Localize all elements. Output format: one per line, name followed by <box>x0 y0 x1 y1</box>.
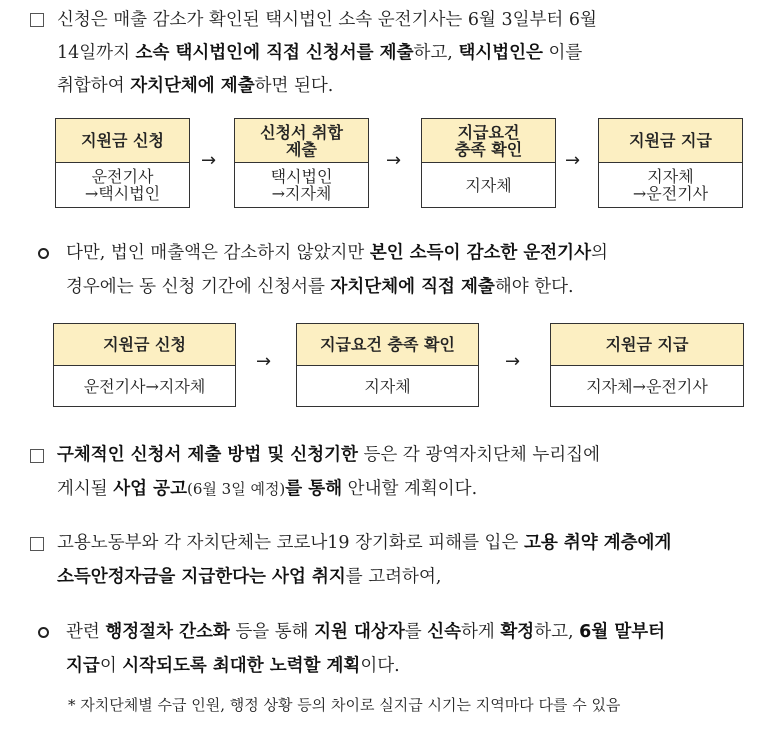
s3-line-1 <box>57 438 600 472</box>
s3-bold: 구체적인 신청서 제출 방법 및 신청기한 <box>57 445 358 465</box>
s1-text: 이를 <box>542 43 583 63</box>
s1-bold: 택시법인은 <box>458 43 543 63</box>
s5-bold: 신속 <box>427 622 462 642</box>
s2-bold: 자치단체에 직접 제출 <box>330 277 495 297</box>
s2-line-2 <box>66 270 574 304</box>
s5-text: 관련 <box>66 622 106 642</box>
s4-bold: 소득안정자금을 지급한다는 사업 취지 <box>57 567 346 587</box>
flow2-step-body <box>297 366 478 406</box>
footnote: * 자치단체별 수급 인원, 행정 상황 등의 차이로 실지급 시기는 지역마다 다를 수 있음 <box>68 696 621 714</box>
square-bullet-icon <box>30 13 44 27</box>
s5-text: 이다. <box>360 656 400 676</box>
s1-text: 14일까지 <box>57 43 136 63</box>
right-arrow-icon: → <box>565 150 581 171</box>
s1-text: 신청은 매출 감소가 확인된 택시법인 소속 운전기사는 6월 3일부터 6월 <box>57 10 597 30</box>
flow1-step-1 <box>55 118 190 208</box>
s4-line-1 <box>57 526 671 560</box>
s2-text: 다만, 법인 매출액은 감소하지 않았지만 <box>66 243 370 263</box>
flow1-step-body <box>56 163 189 207</box>
s5-bold: 행정절차 간소화 <box>105 622 230 642</box>
s5-bold: 지급 <box>66 656 100 676</box>
s5-line-2 <box>66 649 400 683</box>
flow1-step-4 <box>598 118 743 208</box>
flow2-step-2 <box>296 323 479 407</box>
flow2-step-title: 지원금 지급 <box>605 335 689 354</box>
flow2-step-1 <box>53 323 236 407</box>
flow1-step-body <box>235 163 368 207</box>
flow2-step-body <box>551 366 743 406</box>
flow1-step-text: 지자체 →운전기사 <box>632 167 709 203</box>
flow1-step-body <box>422 163 555 207</box>
s2-text: 해야 한다. <box>494 277 574 297</box>
s3-line-2 <box>57 472 477 506</box>
flow1-step-text: 운전기사 →택시법인 <box>84 167 161 203</box>
s3-text: 등은 각 광역자치단체 누리집에 <box>357 445 600 465</box>
flow1-step-title: 신청서 취합 제출 <box>260 122 343 159</box>
flow1-step-head <box>422 119 555 163</box>
flow2-step-head <box>297 324 478 366</box>
s3-text: 게시될 <box>57 479 114 499</box>
circle-bullet-icon <box>38 248 49 259</box>
s5-bold: 확정 <box>500 622 535 642</box>
s3-small-text: (6월 3일 예정) <box>187 480 286 498</box>
flow2-step-title: 지원금 신청 <box>103 335 186 354</box>
s5-text: 등을 통해 <box>229 622 315 642</box>
s2-bold: 본인 소득이 감소한 운전기사 <box>369 243 591 263</box>
flow2-step-3 <box>550 323 744 407</box>
s5-bold: 6월 말부터 <box>579 622 666 642</box>
s1-line-2 <box>57 36 582 70</box>
s3-bold: 사업 공고 <box>113 479 187 499</box>
s5-text: 이 <box>99 656 123 676</box>
s5-text: 하게 <box>461 622 501 642</box>
s2-text: 경우에는 동 신청 기간에 신청서를 <box>66 277 331 297</box>
flow2-step-body <box>54 366 235 406</box>
flow1-step-title: 지원금 지급 <box>629 131 712 150</box>
s1-text: 하고, <box>413 43 459 63</box>
flow2-step-text: 운전기사→지자체 <box>83 376 206 396</box>
right-arrow-icon: → <box>505 351 521 372</box>
s1-line-1 <box>57 3 597 37</box>
flow1-step-head <box>56 119 189 163</box>
flow1-step-3 <box>421 118 556 208</box>
s4-line-2 <box>57 560 441 594</box>
right-arrow-icon: → <box>256 351 272 372</box>
s3-bold: 를 통해 <box>285 479 343 499</box>
right-arrow-icon: → <box>201 150 217 171</box>
s5-text: 하고, <box>534 622 580 642</box>
s1-text: 하면 된다. <box>254 76 334 96</box>
s2-text: 의 <box>591 243 608 263</box>
flow1-step-2 <box>234 118 369 208</box>
s4-text: 를 고려하여, <box>345 567 442 587</box>
flow1-step-head <box>599 119 742 163</box>
square-bullet-icon <box>30 449 44 463</box>
s1-bold: 자치단체에 제출 <box>130 76 255 96</box>
flow1-step-text: 택시법인 →지자체 <box>270 167 333 203</box>
s1-bold: 소속 택시법인에 직접 신청서를 제출 <box>135 43 414 63</box>
flow2-step-head <box>54 324 235 366</box>
s1-line-3 <box>57 69 333 103</box>
s5-text: 를 <box>404 622 428 642</box>
s4-text: 고용노동부와 각 자치단체는 코로나19 장기화로 피해를 입은 <box>57 533 524 553</box>
flow2-step-title: 지급요건 충족 확인 <box>320 335 455 354</box>
flow2-step-head <box>551 324 743 366</box>
flow1-step-text: 지자체 <box>465 175 512 195</box>
s5-line-1 <box>66 615 665 649</box>
s4-bold: 고용 취약 계층에게 <box>523 533 672 553</box>
circle-bullet-icon <box>38 627 49 638</box>
right-arrow-icon: → <box>386 150 402 171</box>
flow1-step-head <box>235 119 368 163</box>
s1-text: 취합하여 <box>57 76 131 96</box>
flow1-step-title: 지원금 신청 <box>81 131 164 150</box>
s5-bold: 지원 대상자 <box>314 622 405 642</box>
s3-text: 안내할 계획이다. <box>342 479 478 499</box>
s2-line-1 <box>66 236 608 270</box>
flow2-step-text: 지자체→운전기사 <box>586 376 708 396</box>
square-bullet-icon <box>30 537 44 551</box>
flow1-step-title: 지급요건 충족 확인 <box>454 122 523 159</box>
flow2-step-text: 지자체 <box>364 376 411 396</box>
flow1-step-body <box>599 163 742 207</box>
s5-bold: 시작되도록 최대한 노력할 계획 <box>122 656 361 676</box>
